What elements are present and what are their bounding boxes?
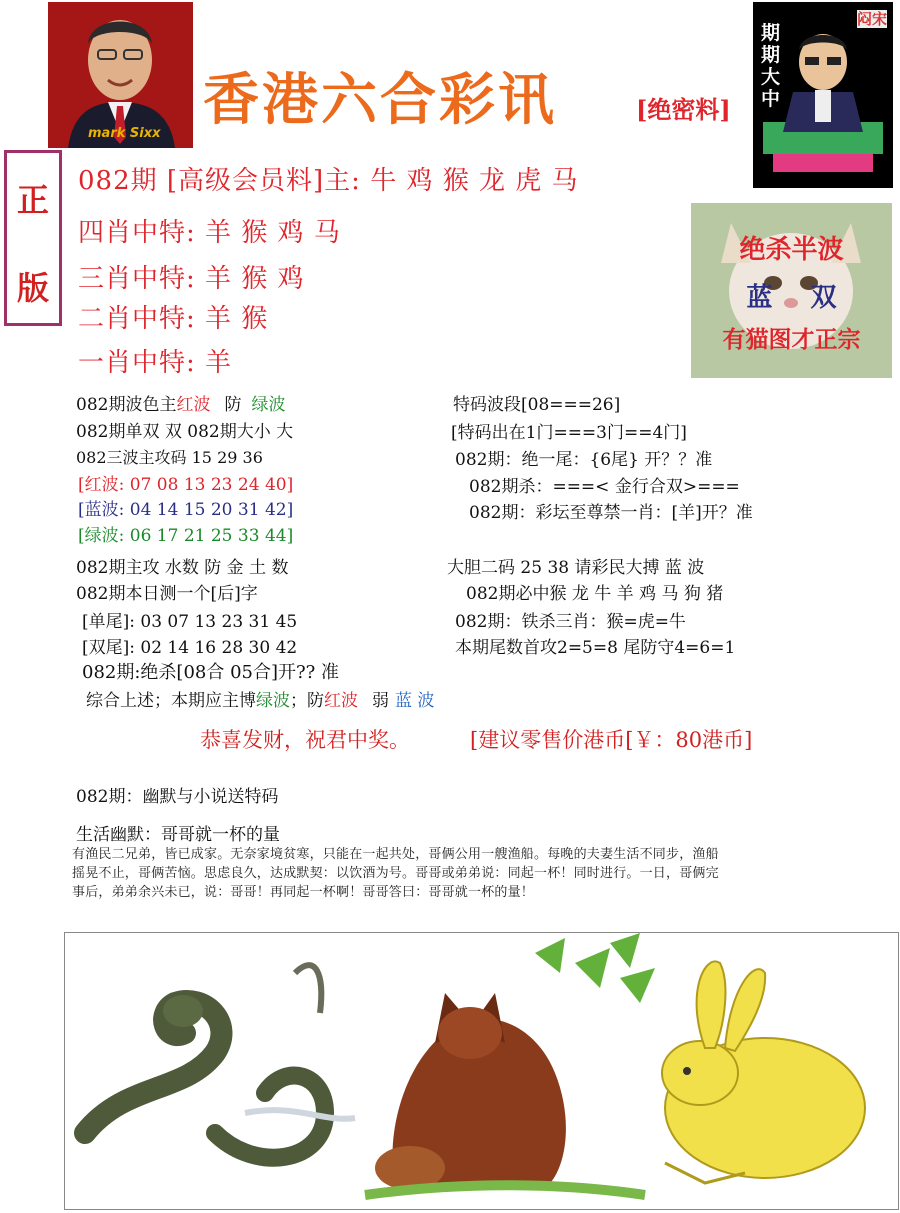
summary-main: 绿波 [256,691,290,711]
cartoon-mascot [753,2,893,188]
main-attack-row: 082期主攻 水数 防 金 土 数 [76,558,289,578]
cat-kill-box [691,203,892,378]
blue-wave-row: [蓝波: 04 14 15 20 31 42] [78,500,294,520]
kill-element-row: 082期杀：===< 金行合双>=== [469,477,740,497]
cat-box-line-1: 绝杀半波 [739,235,844,265]
single-double-row: 082期单双 双 082期大小 大 [76,422,294,442]
portrait-caption: mark Sixx [88,126,161,141]
kill-three-row: 082期：铁杀三肖：猴=虎=牛 [455,612,686,632]
three-wave-row: 082三波主攻码 15 29 36 [76,448,263,467]
two-zodiac-pick: 二肖中特: 羊 猴 [78,304,269,334]
segment-row: 特码波段[08===26] [453,395,621,415]
kill-row: 082期:绝杀[08合 05合]开?? 准 [82,662,340,683]
cartoon-left-text: 期期大中 [761,22,781,110]
dog-illustration [365,933,655,1195]
member-pick-line: 082期 [高级会员料]主: 牛 鸡 猴 龙 虎 马 [78,166,579,196]
summary-prefix: 综合上述；本期应主博 [86,691,256,711]
rabbit-illustration [662,961,865,1183]
wave-guard: 绿波 [251,395,286,415]
story-title: 生活幽默：哥哥就一杯的量 [76,825,280,845]
tail-attack-row: 本期尾数首攻2=5=8 尾防守4=6=1 [455,638,736,658]
story-line-3: 事后，弟弟余兴未已，说：哥哥！再同起一杯啊！哥哥答曰：哥哥就一杯的量！ [72,885,535,900]
cartoon-right-text: 闷宋 [857,10,888,28]
humor-title: 082期：幽默与小说送特码 [76,787,279,807]
wave-prefix: 082期波色主 [76,395,177,415]
cat-box-double: 双 [810,283,837,313]
red-wave-row: [红波: 07 08 13 23 24 40] [78,475,294,495]
summary-weak-label: 弱 [372,691,389,711]
summary-guard: 红波 [324,691,358,711]
summary-row [86,686,434,711]
must-hit-row: 082期必中猴 龙 牛 羊 鸡 马 狗 猪 [466,584,724,604]
three-zodiac-pick: 三肖中特: 羊 猴 鸡 [78,264,305,294]
wave-main: 红波 [176,395,211,415]
wave-guard-label: 防 [224,395,242,415]
summary-mid: ；防 [290,691,324,711]
story-line-2: 摇晃不止，哥俩苦恼。思虑良久，达成默契：以饮酒为号。哥哥或弟弟说：同起一杯！同时进行。一日，哥俩完 [72,866,719,881]
one-zodiac-pick: 一肖中特: 羊 [78,348,233,378]
door-row: [特码出在1门===3门==4门] [451,423,687,443]
authentic-badge [4,150,62,326]
cat-box-line-3: 有猫图才正宗 [722,326,861,353]
summary-weak: 蓝 波 [395,691,435,711]
wave-color-row [76,390,285,415]
page-subtitle: [绝密料] [636,95,731,124]
two-codes-row: 大胆二码 25 38 请彩民大搏 蓝 波 [447,558,705,578]
single-tail-row: [单尾]: 03 07 13 23 31 45 [82,612,298,632]
page-title: 香港六合彩讯 [203,67,557,133]
cat-box-blue: 蓝 [746,283,773,313]
dragon-illustration [85,965,355,1158]
badge-char-1: 正 [16,181,49,219]
zodiac-illustration-panel [64,932,899,1210]
price-text: [建议零售价港币[￥：80港币] [470,728,753,752]
daily-char-row: 082期本日测一个[后]字 [76,584,258,604]
tail-row: 082期：绝一尾：{6尾} 开？？准 [455,450,713,470]
forbidden-row: 082期：彩坛至尊禁一肖：[羊]开？准 [469,503,753,523]
story-line-1: 有渔民二兄弟，皆已成家。无奈家境贫寒，只能在一起共处，哥俩公用一艘渔船。每晚的夫妻生活不同步，渔船 [72,847,719,862]
badge-char-2: 版 [16,269,49,307]
double-tail-row: [双尾]: 02 14 16 28 30 42 [82,638,298,658]
host-portrait [48,2,193,148]
four-zodiac-pick: 四肖中特: 羊 猴 鸡 马 [78,218,341,248]
green-wave-row: [绿波: 06 17 21 25 33 44] [78,526,294,546]
cat-box-line-2 [691,277,892,314]
congrats-text: 恭喜发财，祝君中奖。 [200,728,410,752]
